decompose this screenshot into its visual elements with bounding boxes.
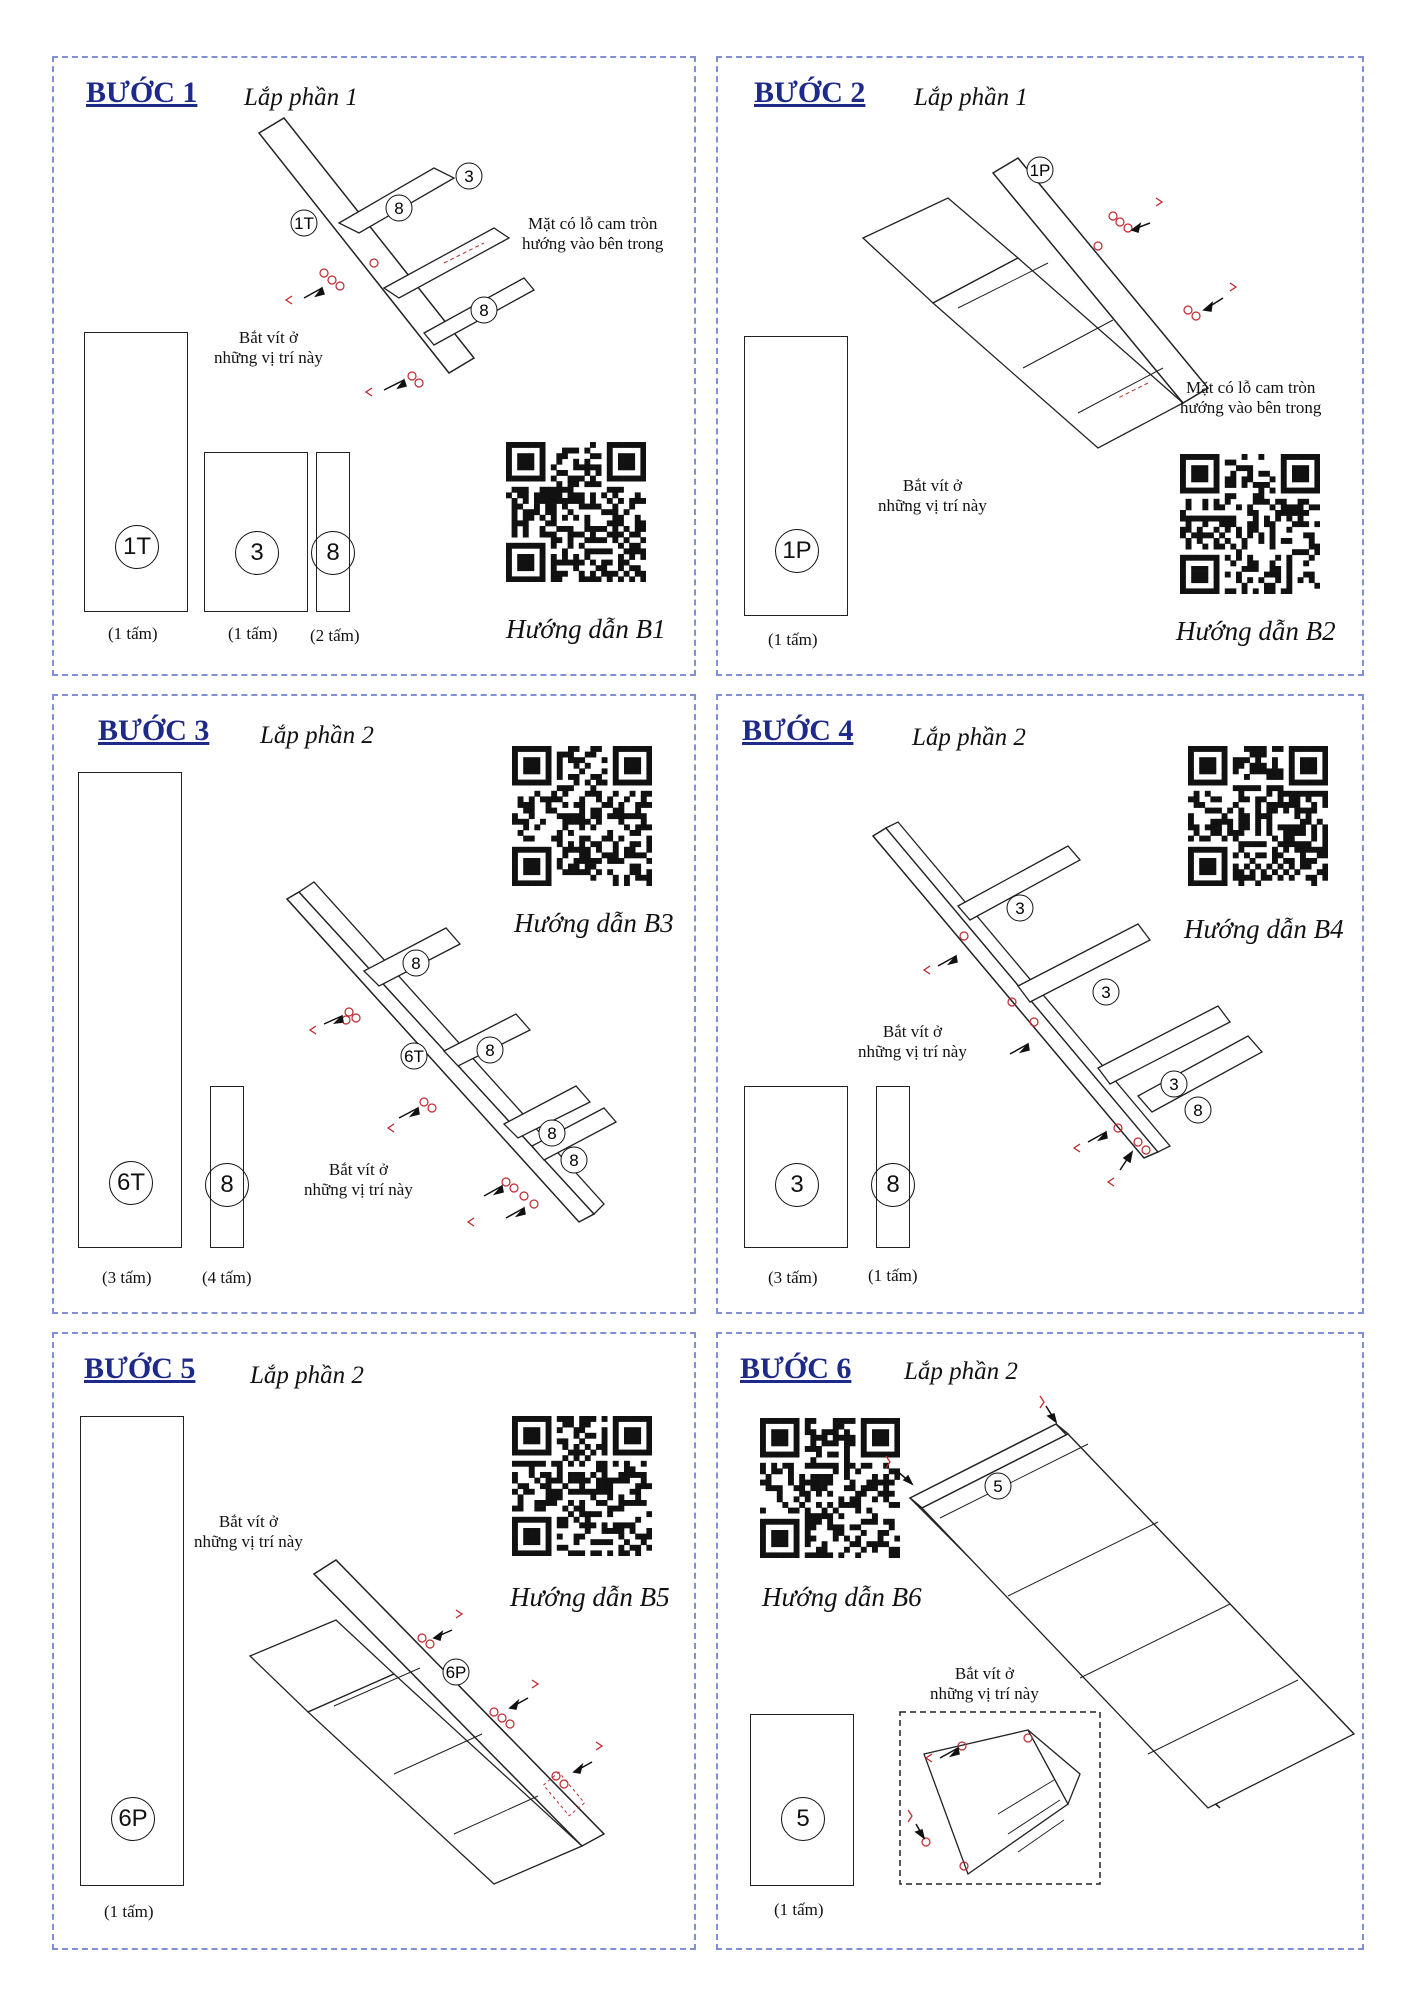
step-2-part-label: 1P <box>775 529 819 573</box>
step-3-part-circle <box>477 1037 503 1063</box>
step-1-panel <box>52 56 696 676</box>
step-2-orientation-note: Mặt có lỗ cam tròn hướng vào bên trong <box>1180 378 1322 417</box>
step-3-part-label: 8 <box>205 1163 249 1207</box>
step-1-title: BƯỚC 1 <box>86 76 198 109</box>
step-2-subtitle: Lắp phần 1 <box>914 84 1028 111</box>
step-1-part-label: 3 <box>235 531 279 575</box>
step-4-subtitle: Lắp phần 2 <box>912 724 1026 751</box>
step-1-orientation-note: Mặt có lỗ cam tròn hướng vào bên trong <box>522 214 664 253</box>
step-4-illus-label-1: 3 <box>1101 983 1111 1002</box>
step-1-part-1t-plate <box>84 332 188 612</box>
step-6-part-qty: (1 tấm) <box>774 1900 824 1919</box>
step-6-screw-note: Bắt vít ở những vị trí này <box>930 1664 1039 1703</box>
step-1-part-circle <box>386 195 412 221</box>
step-1-part-circle <box>471 297 497 323</box>
step-3-illus-label-1: 6T <box>404 1047 424 1066</box>
step-5-subtitle: Lắp phần 2 <box>250 1362 364 1389</box>
step-5-illus-label-0: 6P <box>445 1663 467 1682</box>
step-4-illus-label-3: 8 <box>1193 1101 1203 1120</box>
step-1-qr-code <box>506 442 646 582</box>
step-4-part-circle <box>1007 895 1033 921</box>
step-6-part-label: 5 <box>781 1797 825 1841</box>
step-3-part-qty: (3 tấm) <box>102 1268 152 1287</box>
step-3-part-circle <box>539 1120 565 1146</box>
step-6-guide-caption: Hướng dẫn B6 <box>762 1582 922 1612</box>
step-1-part-qty: (2 tấm) <box>310 626 360 645</box>
step-5-part-6p-plate <box>80 1416 184 1886</box>
step-1-part-3-plate <box>204 452 308 612</box>
step-2-illus-label-0: 1P <box>1029 161 1051 180</box>
step-3-screw-note: Bắt vít ở những vị trí này <box>304 1160 413 1199</box>
step-1-illus-label-1: 8 <box>394 199 404 218</box>
step-3-part-circle <box>403 950 429 976</box>
step-2-part-circle <box>1027 157 1053 183</box>
step-3-part-label: 6T <box>109 1161 153 1205</box>
step-4-part-label: 8 <box>871 1163 915 1207</box>
step-5-part-label: 6P <box>111 1797 155 1841</box>
step-4-guide-caption: Hướng dẫn B4 <box>1184 914 1344 944</box>
step-6-illus-label-0: 5 <box>993 1477 1003 1496</box>
step-3-part-circle <box>561 1147 587 1173</box>
step-3-illus-label-3: 8 <box>547 1124 557 1143</box>
step-1-illus-label-2: 3 <box>464 167 474 186</box>
step-4-part-8-plate <box>876 1086 910 1248</box>
step-4-part-qty: (3 tấm) <box>768 1268 818 1287</box>
step-2-panel <box>716 56 1364 676</box>
step-1-part-circle <box>456 163 482 189</box>
step-1-part-8-plate <box>316 452 350 612</box>
step-1-part-circle <box>291 210 317 236</box>
step-6-part-circle <box>985 1473 1011 1499</box>
step-1-part-qty: (1 tấm) <box>108 624 158 643</box>
step-2-screw-note: Bắt vít ở những vị trí này <box>878 476 987 515</box>
step-1-illus-label-3: 8 <box>479 301 489 320</box>
step-3-part-6t-plate <box>78 772 182 1248</box>
step-2-title: BƯỚC 2 <box>754 76 866 109</box>
step-3-title: BƯỚC 3 <box>98 714 210 747</box>
step-1-illus-label-0: 1T <box>294 214 314 233</box>
step-5-title: BƯỚC 5 <box>84 1352 196 1385</box>
step-4-panel <box>716 694 1364 1314</box>
step-4-title: BƯỚC 4 <box>742 714 854 747</box>
step-4-illus-label-2: 3 <box>1169 1075 1179 1094</box>
step-5-panel <box>52 1332 696 1950</box>
step-5-part-qty: (1 tấm) <box>104 1902 154 1921</box>
step-4-illus-label-0: 3 <box>1015 899 1025 918</box>
step-4-part-circle <box>1161 1071 1187 1097</box>
step-4-part-circle <box>1093 979 1119 1005</box>
step-2-qr-code <box>1180 454 1320 594</box>
step-6-subtitle: Lắp phần 2 <box>904 1358 1018 1385</box>
step-1-guide-caption: Hướng dẫn B1 <box>506 614 666 644</box>
step-3-subtitle: Lắp phần 2 <box>260 722 374 749</box>
step-3-panel <box>52 694 696 1314</box>
step-2-part-1p-plate <box>744 336 848 616</box>
step-5-guide-caption: Hướng dẫn B5 <box>510 1582 670 1612</box>
step-4-part-qty: (1 tấm) <box>868 1266 918 1285</box>
step-1-subtitle: Lắp phần 1 <box>244 84 358 111</box>
step-6-part-5-plate <box>750 1714 854 1886</box>
step-2-part-qty: (1 tấm) <box>768 630 818 649</box>
step-6-title: BƯỚC 6 <box>740 1352 852 1385</box>
step-4-part-3-plate <box>744 1086 848 1248</box>
step-1-part-label: 1T <box>115 525 159 569</box>
step-5-part-circle <box>443 1659 469 1685</box>
step-4-part-circle <box>1185 1097 1211 1123</box>
step-4-part-label: 3 <box>775 1163 819 1207</box>
step-3-illus-label-0: 8 <box>411 954 421 973</box>
step-1-screw-note: Bắt vít ở những vị trí này <box>214 328 323 367</box>
step-1-part-label: 8 <box>311 531 355 575</box>
step-3-illus-label-2: 8 <box>485 1041 495 1060</box>
step-6-panel <box>716 1332 1364 1950</box>
step-4-screw-note: Bắt vít ở những vị trí này <box>858 1022 967 1061</box>
step-3-part-qty: (4 tấm) <box>202 1268 252 1287</box>
step-3-guide-caption: Hướng dẫn B3 <box>514 908 674 938</box>
step-3-illus-label-4: 8 <box>569 1151 579 1170</box>
step-3-part-circle <box>401 1043 427 1069</box>
step-3-part-8-plate <box>210 1086 244 1248</box>
step-1-part-qty: (1 tấm) <box>228 624 278 643</box>
step-2-guide-caption: Hướng dẫn B2 <box>1176 616 1336 646</box>
step-5-screw-note: Bắt vít ở những vị trí này <box>194 1512 303 1551</box>
